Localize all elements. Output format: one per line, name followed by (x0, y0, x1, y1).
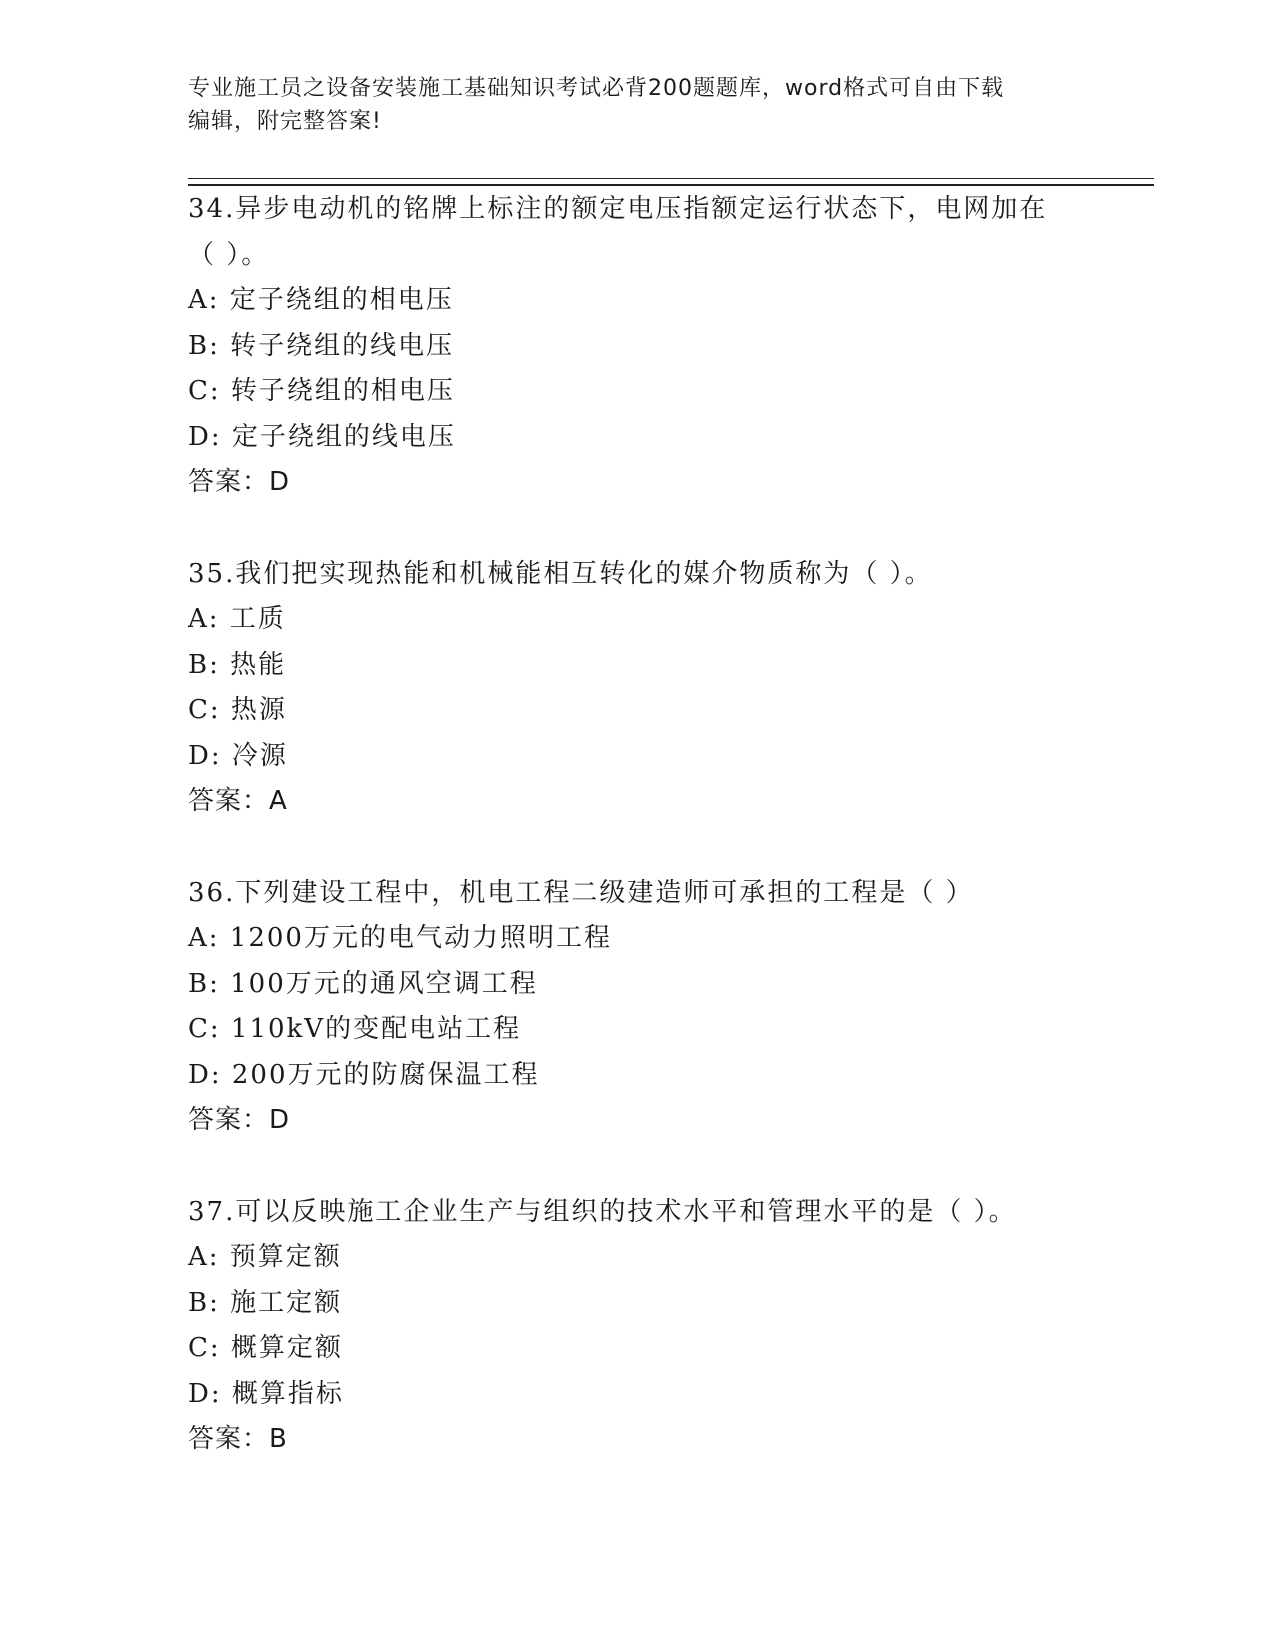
question-stem-line: 36.下列建设工程中，机电工程二级建造师可承担的工程是（ ） (188, 877, 974, 908)
option-d: D: 概算指标 (188, 1378, 344, 1409)
option-c: C: 热源 (188, 695, 287, 725)
question-list (188, 187, 1088, 1509)
question-34 (188, 187, 1088, 506)
question-35 (188, 552, 1088, 825)
question-stem-line: （ ）。 (188, 239, 270, 270)
option-a: A: 预算定额 (188, 1242, 342, 1272)
question-37 (188, 1190, 1088, 1463)
option-a: A: 定子绕组的相电压 (188, 285, 454, 315)
option-b: B: 100万元的通风空调工程 (188, 968, 538, 999)
question-stem-line: 34.异步电动机的铭牌上标注的额定电压指额定运行状态下，电网加在 (188, 194, 1048, 224)
answer-label: 答案：D (188, 467, 291, 497)
option-a: A: 1200万元的电气动力照明工程 (188, 923, 612, 953)
option-d: D: 定子绕组的线电压 (188, 421, 456, 452)
option-b: B: 转子绕组的线电压 (188, 330, 455, 361)
header-line-1: 专业施工员之设备安装施工基础知识考试必背200题题库，word格式可自由下载 (188, 76, 1005, 101)
option-b: B: 热能 (188, 649, 287, 680)
question-stem-line: 35.我们把实现热能和机械能相互转化的媒介物质称为（ ）。 (188, 558, 933, 589)
question-stem-line: 37.可以反映施工企业生产与组织的技术水平和管理水平的是（ ）。 (188, 1196, 1017, 1227)
option-d: D: 200万元的防腐保温工程 (188, 1059, 540, 1090)
answer-label: 答案：B (188, 1424, 288, 1454)
option-a: A: 工质 (188, 604, 286, 634)
answer-label: 答案：D (188, 1105, 291, 1135)
option-c: C: 概算定额 (188, 1333, 343, 1363)
option-c: C: 110kV的变配电站工程 (188, 1014, 522, 1044)
header-divider-thin (188, 178, 1154, 179)
answer-label: 答案：A (188, 786, 288, 816)
option-c: C: 转子绕组的相电压 (188, 376, 455, 406)
question-36 (188, 871, 1088, 1144)
option-d: D: 冷源 (188, 740, 288, 771)
header-line-2: 编辑，附完整答案! (188, 109, 382, 134)
option-b: B: 施工定额 (188, 1287, 343, 1318)
header-divider-thick (188, 184, 1154, 186)
document-header (188, 72, 1068, 138)
